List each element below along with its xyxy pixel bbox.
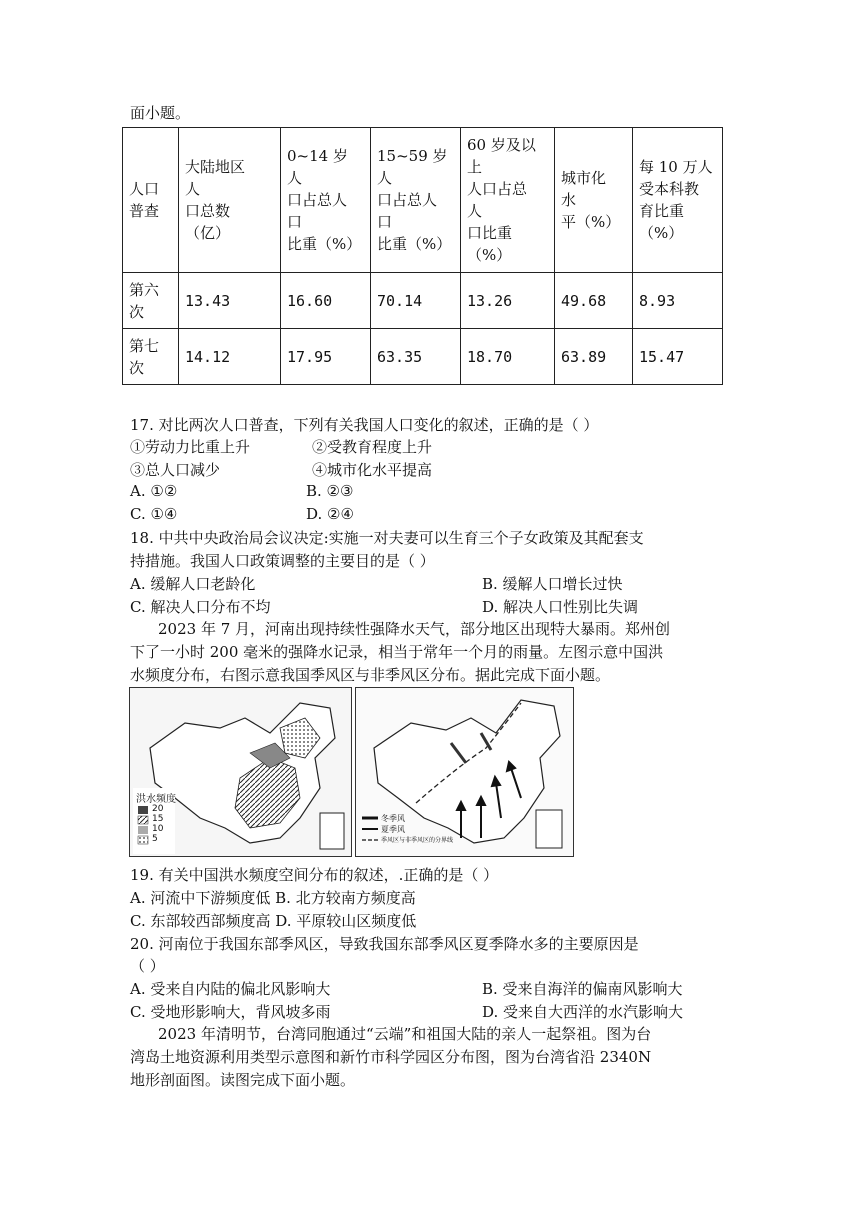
legend-value: 10 <box>152 824 164 834</box>
q20-stem: 20. 河南位于我国东部季风区，导致我国东部季风区夏季降水多的主要原因是 <box>130 935 639 953</box>
q17-option-a[interactable]: A. ①② <box>130 482 178 500</box>
legend-value: 5 <box>152 834 158 844</box>
legend-item: 冬季风 <box>381 814 405 823</box>
table-cell: 63.89 <box>555 329 633 385</box>
q19-options-cd[interactable]: C. 东部较西部频度高 D. 平原较山区频度低 <box>130 912 417 930</box>
passage2-line2: 下了一小时 200 毫米的强降水记录，相当于常年一个月的雨量。左图示意中国洪 <box>130 643 664 661</box>
legend-swatch-5 <box>138 836 148 844</box>
legend-item: 夏季风 <box>381 825 405 834</box>
header-cell: 60 岁及以 上 人口占总 人 口比重 （%） <box>461 128 555 273</box>
table-cell: 8.93 <box>633 273 723 329</box>
table-cell: 70.14 <box>371 273 461 329</box>
census-table <box>122 127 723 385</box>
table-row <box>123 329 723 385</box>
header-cell: 城市化 水 平（%） <box>555 128 633 273</box>
header-cell: 15~59 岁 人 口占总人 口 比重（%） <box>371 128 461 273</box>
legend-value: 15 <box>152 814 164 824</box>
table-cell: 14.12 <box>179 329 281 385</box>
q17-statement-2: ②受教育程度上升 <box>312 438 433 456</box>
table-cell: 49.68 <box>555 273 633 329</box>
q20-paren: （ ） <box>130 957 165 975</box>
q18-option-b[interactable]: B. 缓解人口增长过快 <box>482 575 623 593</box>
table-header-row <box>123 128 723 273</box>
header-cell: 人口 普查 <box>123 128 179 273</box>
q18-option-d[interactable]: D. 解决人口性别比失调 <box>482 598 639 616</box>
header-cell: 0~14 岁 人 口占总人 口 比重（%） <box>281 128 371 273</box>
header-cell: 大陆地区 人 口总数 （亿） <box>179 128 281 273</box>
table-cell: 15.47 <box>633 329 723 385</box>
q19-options-ab[interactable]: A. 河流中下游频度低 B. 北方较南方频度高 <box>130 889 416 907</box>
q17-stem: 17. 对比两次人口普查，下列有关我国人口变化的叙述，正确的是（ ） <box>130 416 599 434</box>
monsoon-map <box>355 687 574 857</box>
q20-option-b[interactable]: B. 受来自海洋的偏南风影响大 <box>482 980 683 998</box>
q17-option-d[interactable]: D. ②④ <box>306 505 354 523</box>
q18-option-c[interactable]: C. 解决人口分布不均 <box>130 598 271 616</box>
q19-stem: 19. 有关中国洪水频度空间分布的叙述，.正确的是（ ） <box>130 866 499 884</box>
legend-value: 20 <box>152 804 164 814</box>
table-cell: 18.70 <box>461 329 555 385</box>
q17-statement-1: ①劳动力比重上升 <box>130 438 251 456</box>
q18-stem-line1: 18. 中共中央政治局会议决定:实施一对夫妻可以生育三个子女政策及其配套支 <box>130 529 644 547</box>
monsoon-legend <box>381 813 453 846</box>
q17-option-b[interactable]: B. ②③ <box>306 482 354 500</box>
q20-option-a[interactable]: A. 受来自内陆的偏北风影响大 <box>130 980 331 998</box>
passage3-line2: 湾岛土地资源利用类型示意图和新竹市科学园区分布图，图为台湾省沿 2340N <box>130 1048 652 1066</box>
legend-item: 季风区与非季风区的分界线 <box>381 837 454 844</box>
q17-statement-3: ③总人口减少 <box>130 461 221 479</box>
flood-legend-values <box>152 804 163 844</box>
q18-option-a[interactable]: A. 缓解人口老龄化 <box>130 575 256 593</box>
q20-option-d[interactable]: D. 受来自大西洋的水汽影响大 <box>482 1003 684 1021</box>
q18-stem-line2: 持措施。我国人口政策调整的主要目的是（ ） <box>130 552 435 570</box>
q17-statement-4: ④城市化水平提高 <box>312 461 433 479</box>
table-cell: 63.35 <box>371 329 461 385</box>
table-cell: 13.43 <box>179 273 281 329</box>
table-cell: 13.26 <box>461 273 555 329</box>
q20-option-c[interactable]: C. 受地形影响大，背风坡多雨 <box>130 1003 331 1021</box>
row-label: 第六 次 <box>123 273 179 329</box>
header-cell: 每 10 万人 受本科教 育比重 （%） <box>633 128 723 273</box>
passage3-line1: 2023 年清明节，台湾同胞通过“云端”和祖国大陆的亲人一起祭祖。图为台 <box>158 1025 652 1043</box>
legend-swatch-15 <box>138 816 148 824</box>
intro-tail: 面小题。 <box>130 104 191 122</box>
legend-swatch-10 <box>138 826 148 834</box>
legend-swatch-20 <box>138 806 148 814</box>
table-cell: 16.60 <box>281 273 371 329</box>
south-sea-inset <box>536 810 562 848</box>
table-cell: 17.95 <box>281 329 371 385</box>
passage3-line3: 地形剖面图。读图完成下面小题。 <box>130 1071 356 1089</box>
south-sea-inset <box>320 813 344 849</box>
flood-frequency-map <box>129 687 352 857</box>
passage2-line3: 水频度分布，右图示意我国季风区与非季风区分布。据此完成下面小题。 <box>130 666 611 684</box>
q17-option-c[interactable]: C. ①④ <box>130 505 178 523</box>
flood-legend-title: 洪水频度 <box>136 794 176 805</box>
table-row <box>123 273 723 329</box>
passage2-line1: 2023 年 7 月，河南出现持续性强降水天气，部分地区出现特大暴雨。郑州创 <box>158 620 671 638</box>
row-label: 第七 次 <box>123 329 179 385</box>
